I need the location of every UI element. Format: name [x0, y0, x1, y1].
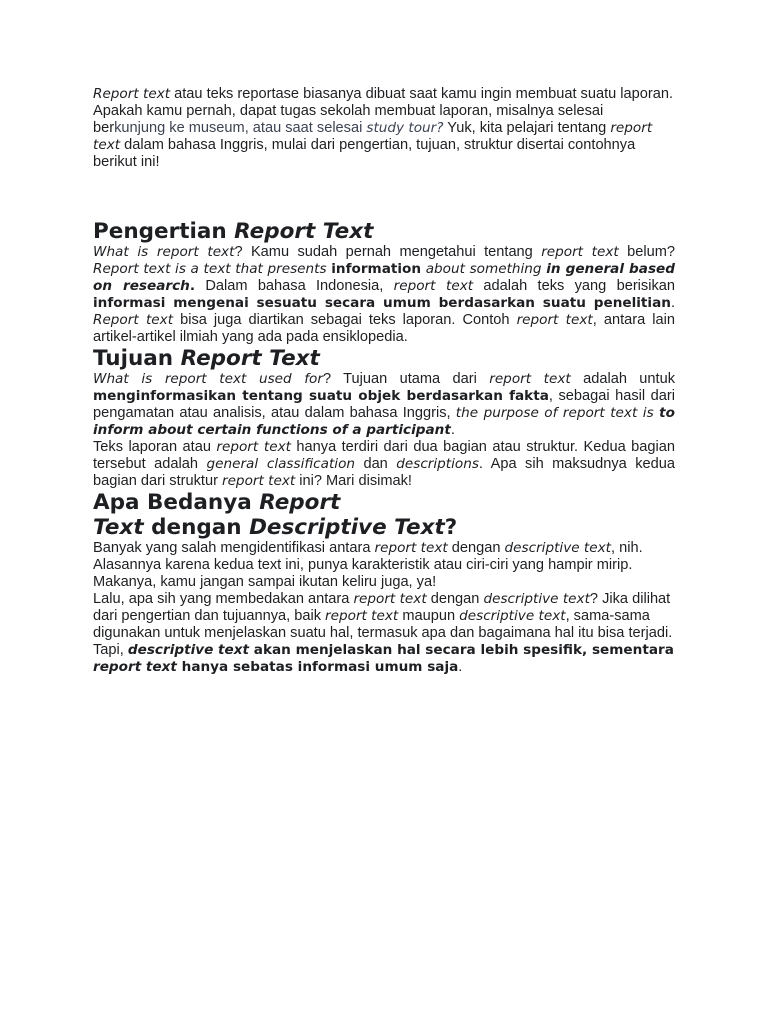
heading-text-italic: Descriptive Text	[249, 515, 445, 540]
term: report text	[374, 540, 448, 556]
text: , sebagai hasil dari pengamatan atau analisis, atau dalam bahasa Inggris,	[93, 388, 675, 421]
bold-term: hanya sebatas informasi umum saja	[176, 659, 459, 675]
term: descriptive text	[504, 540, 611, 556]
heading-text-italic: Report	[259, 490, 341, 515]
paragraph-pengertian	[93, 244, 675, 346]
term: report text	[325, 608, 399, 624]
term: the purpose of report text is	[455, 405, 660, 421]
heading-text-italic: Report Text	[234, 219, 374, 244]
heading-pengertian	[93, 219, 675, 244]
text: dan	[355, 456, 397, 472]
term: report text	[221, 473, 296, 489]
heading-text: Apa Bedanya	[93, 490, 260, 515]
term: descriptive text	[459, 608, 566, 624]
text: Dalam bahasa Indonesia,	[195, 278, 394, 294]
paragraph-tujuan	[93, 371, 675, 439]
heading-text: ?	[444, 515, 458, 540]
text: Lalu, apa sih yang membedakan antara	[93, 591, 354, 607]
heading-text: Tujuan	[93, 346, 181, 371]
bold-term: informasi mengenai sesuatu secara umum berdasarkan suatu penelitian	[93, 295, 671, 311]
text: . Apa sih maksudnya kedua bagian dari struktur	[93, 456, 675, 489]
heading-text: Pengertian	[93, 219, 235, 244]
intro-paragraph	[93, 86, 675, 171]
intro-text: Yuk, kita pelajari tentang	[443, 120, 611, 136]
text: ? Kamu sudah pernah mengetahui tentang	[234, 244, 542, 260]
text: Banyak yang salah mengidentifikasi antara	[93, 540, 375, 556]
bold-italic-term: in general based on research	[93, 261, 675, 294]
intro-term: report text	[93, 120, 653, 153]
heading-text-italic: Text	[93, 515, 144, 540]
heading-apa-bedanya	[93, 490, 675, 540]
bold-italic-term: report text	[93, 659, 177, 675]
term: report text	[393, 278, 474, 294]
intro-term: Report text	[93, 86, 171, 102]
text: Teks laporan atau	[93, 439, 217, 455]
term: report text	[541, 244, 619, 260]
text: .	[450, 422, 455, 438]
heading-text: dengan	[143, 515, 250, 540]
text: ? Jika dilihat dari pengertian dan tujuannya, baik	[93, 591, 671, 624]
text: hanya terdiri dari dua bagian atau struktur. Kedua bagian tersebut adalah	[93, 439, 675, 472]
text: bisa juga diartikan sebagai teks laporan. Contoh	[173, 312, 517, 328]
paragraph-lalu	[93, 591, 675, 642]
term: report text	[516, 312, 593, 328]
heading-tujuan	[93, 346, 675, 371]
heading-text-italic: Report Text	[180, 346, 320, 371]
text: maupun	[398, 608, 460, 624]
document-page	[93, 86, 675, 676]
paragraph-tapi	[93, 642, 675, 676]
bold-italic-term: descriptive text	[127, 642, 250, 658]
intro-text-link: kunjung ke museum, atau saat selesai	[114, 120, 367, 136]
text: .	[670, 295, 675, 311]
term: general classification	[206, 456, 355, 472]
term: report text	[489, 371, 571, 387]
term: Report text	[93, 312, 174, 328]
intro-term: study tour?	[366, 120, 444, 136]
intro-text: dalam bahasa Inggris, mulai dari pengertian, tujuan, struktur disertai contohnya berikut ini!	[93, 137, 636, 170]
text: .	[458, 659, 463, 675]
text: ini? Mari disimak!	[295, 473, 412, 489]
intro-text: atau teks reportase biasanya dibuat saat kamu ingin membuat suatu laporan. Apakah kamu pernah, dapat tugas sekolah membuat laporan, misalnya selesai ber	[93, 86, 674, 136]
text: dengan	[447, 540, 505, 556]
text: , nih. Alasannya karena kedua text ini, punya karakteristik atau ciri-ciri yang hampir mirip. Makanya, kamu jangan sampai ikutan keliru juga, ya!	[93, 540, 643, 590]
text: Tapi,	[93, 642, 128, 658]
text: belum?	[618, 244, 675, 260]
text: ? Tujuan utama dari	[322, 371, 490, 387]
bold-term: menginformasikan tentang suatu objek berdasarkan fakta	[93, 388, 549, 404]
bold-italic-term: to inform about certain functions of a participant	[93, 405, 675, 438]
text: dengan	[426, 591, 484, 607]
term: report text	[353, 591, 427, 607]
paragraph-banyak	[93, 540, 675, 591]
term: What is report text	[93, 244, 235, 260]
bold-term: information	[331, 261, 422, 277]
term: report text	[216, 439, 291, 455]
term: descriptions	[396, 456, 479, 472]
text: , sama-sama digunakan untuk menjelaskan suatu hal, termasuk apa dan bagaimana hal itu bisa terjadi.	[93, 608, 673, 641]
bold-term: .	[189, 278, 196, 294]
text: adalah teks yang berisikan	[473, 278, 675, 294]
bold-term: akan menjelaskan hal secara lebih spesifik, sementara	[249, 642, 674, 658]
text: adalah untuk	[570, 371, 675, 387]
term: descriptive text	[483, 591, 590, 607]
term: What is report text used for	[93, 371, 323, 387]
paragraph-struktur	[93, 439, 675, 490]
term: Report text is a text that presents	[93, 261, 332, 277]
term: about something	[421, 261, 547, 277]
text: , antara lain artikel-artikel ilmiah yang ada pada ensiklopedia.	[93, 312, 675, 345]
